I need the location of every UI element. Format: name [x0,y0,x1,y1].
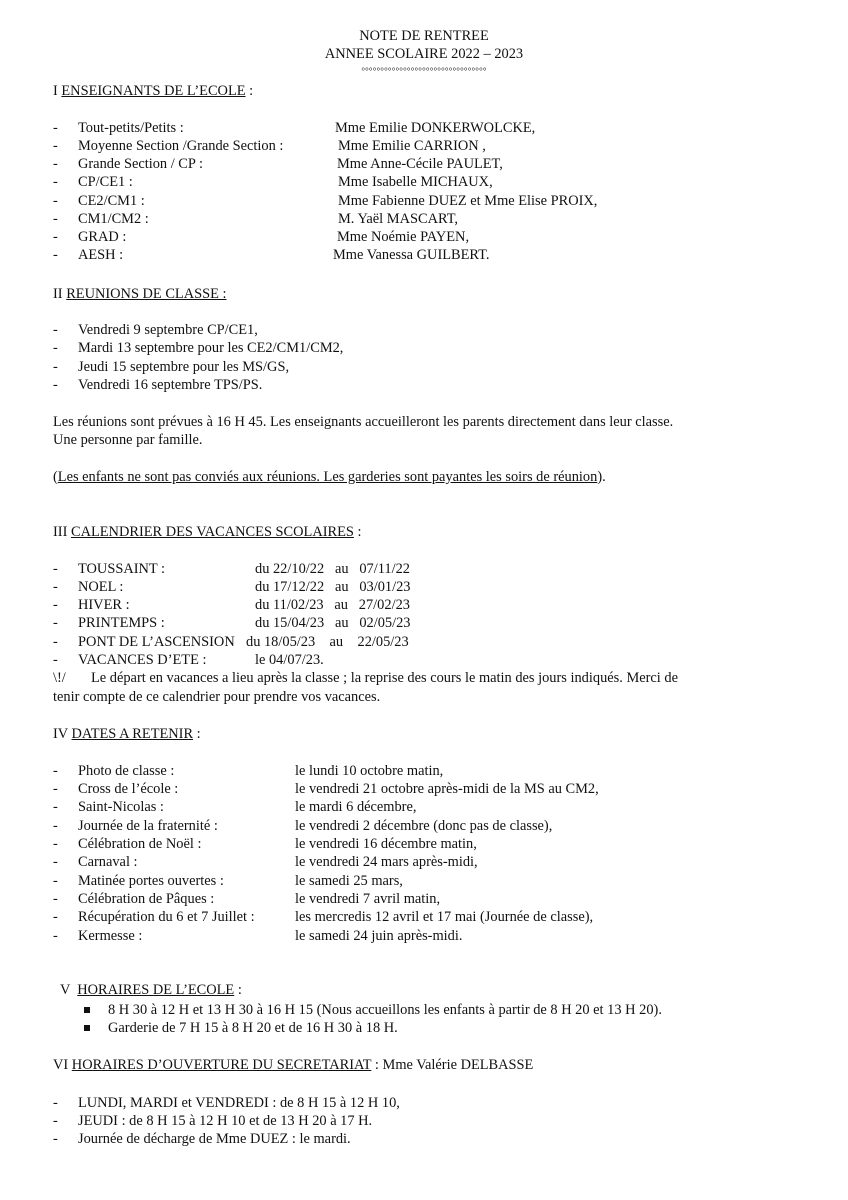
warning-icon: \!/ [53,670,66,686]
page-title: NOTE DE RENTREE [359,28,489,44]
section-6-suffix: : Mme Valérie DELBASSE [371,1057,534,1073]
section-3-colon: : [353,524,362,540]
bullet-square-icon [84,1007,90,1013]
section-1-colon: : [245,83,254,99]
section-5-title: HORAIRES DE L’ECOLE [77,982,235,998]
warning-text-1: Le départ en vacances a lieu après la classe ; la reprise des cours le matin des jours indiqués. Merci de [91,670,678,686]
section-1-heading [53,82,253,100]
section-4-title: DATES A RETENIR [71,726,194,742]
bullet-square-icon [84,1025,90,1031]
section-2-number: II [53,286,67,302]
section-1-title: ENSEIGNANTS DE L’ECOLE [61,83,246,99]
section-4-number: IV [53,726,72,742]
section-5-heading [53,963,242,999]
section-4-colon: : [193,726,201,742]
section-5-colon: : [234,982,242,998]
section-3-heading [53,523,362,541]
meeting-note: (Les enfants ne sont pas conviés aux réunions. Les garderies sont payantes les soirs de réunion). [53,469,606,485]
section-3-title: CALENDRIER DES VACANCES SCOLAIRES [70,524,354,540]
warning-line-2: tenir compte de ce calendrier pour prendre vos vacances. [53,689,381,705]
title-ornament: °°°°°°°°°°°°°°°°°°°°°°°°°°°°°°°°° [361,66,487,76]
page-subtitle: ANNEE SCOLAIRE 2022 – 2023 [324,46,524,62]
meeting-info-text: Les réunions sont prévues à 16 H 45. Les enseignants accueilleront les parents directement dans leur classe. [53,414,674,430]
section-6-title: HORAIRES D’OUVERTURE DU SECRETARIAT [71,1057,372,1073]
section-2-title: REUNIONS DE CLASSE : [66,286,227,302]
section-6-number: VI [53,1057,72,1073]
section-5-number: V [59,982,78,998]
meeting-info-text-2: Une personne par famille. [53,432,203,448]
section-1-number: I [53,83,62,99]
section-3-number: III [53,524,71,540]
section-6-heading [53,1056,533,1074]
section-4-heading [53,725,201,743]
section-2-heading [53,285,227,303]
